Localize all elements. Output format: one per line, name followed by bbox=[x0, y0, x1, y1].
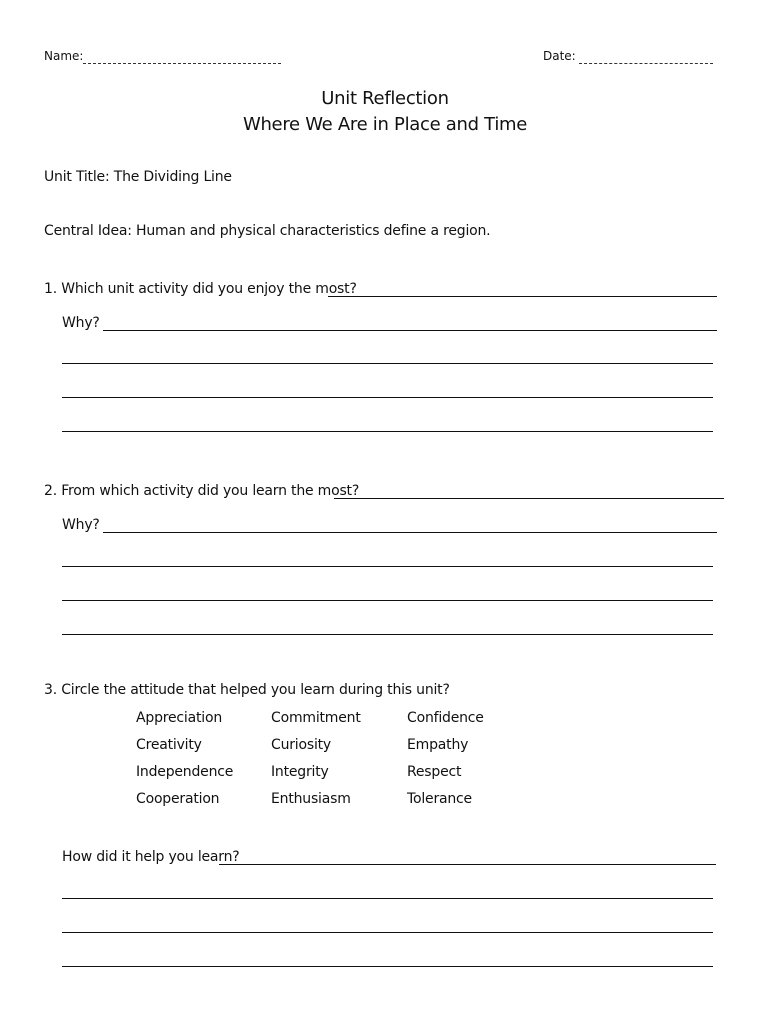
q3-line-3[interactable] bbox=[62, 966, 713, 967]
page-title: Unit Reflection bbox=[321, 88, 449, 109]
attitude-option[interactable]: Creativity bbox=[136, 737, 202, 753]
attitude-option[interactable]: Enthusiasm bbox=[271, 791, 351, 807]
q1-line-3[interactable] bbox=[62, 431, 713, 432]
name-label: Name: bbox=[44, 49, 84, 63]
q2-why-line[interactable] bbox=[103, 532, 717, 533]
attitude-option[interactable]: Curiosity bbox=[271, 737, 332, 753]
name-field[interactable] bbox=[83, 63, 281, 64]
attitude-option[interactable]: Respect bbox=[407, 764, 462, 780]
page-subtitle: Where We Are in Place and Time bbox=[242, 114, 528, 135]
q1-why-line[interactable] bbox=[103, 330, 717, 331]
attitude-option[interactable]: Independence bbox=[136, 764, 234, 780]
attitude-option[interactable]: Integrity bbox=[271, 764, 329, 780]
q3-line-2[interactable] bbox=[62, 932, 713, 933]
q3-how-line[interactable] bbox=[219, 864, 716, 865]
date-label: Date: bbox=[543, 49, 576, 63]
question-2: 2. From which activity did you learn the most? bbox=[44, 483, 360, 499]
q2-line-1[interactable] bbox=[62, 566, 713, 567]
attitude-option[interactable]: Appreciation bbox=[136, 710, 222, 726]
q3-line-1[interactable] bbox=[62, 898, 713, 899]
central-idea: Central Idea: Human and physical characteristics define a region. bbox=[44, 223, 491, 239]
q2-why-label: Why? bbox=[62, 517, 100, 533]
question-3: 3. Circle the attitude that helped you learn during this unit? bbox=[44, 682, 450, 698]
q1-why-label: Why? bbox=[62, 315, 100, 331]
date-field[interactable] bbox=[579, 63, 713, 64]
attitude-option[interactable]: Confidence bbox=[407, 710, 484, 726]
q2-answer-line[interactable] bbox=[334, 498, 724, 499]
q1-answer-line[interactable] bbox=[328, 296, 717, 297]
q2-line-3[interactable] bbox=[62, 634, 713, 635]
attitude-option[interactable]: Empathy bbox=[407, 737, 469, 753]
q1-line-2[interactable] bbox=[62, 397, 713, 398]
attitude-option[interactable]: Tolerance bbox=[407, 791, 472, 807]
question-1: 1. Which unit activity did you enjoy the most? bbox=[44, 281, 357, 297]
unit-title: Unit Title: The Dividing Line bbox=[44, 169, 232, 185]
attitude-option[interactable]: Cooperation bbox=[136, 791, 220, 807]
q2-line-2[interactable] bbox=[62, 600, 713, 601]
q3-how-label: How did it help you learn? bbox=[62, 849, 240, 865]
q1-line-1[interactable] bbox=[62, 363, 713, 364]
attitude-option[interactable]: Commitment bbox=[271, 710, 361, 726]
